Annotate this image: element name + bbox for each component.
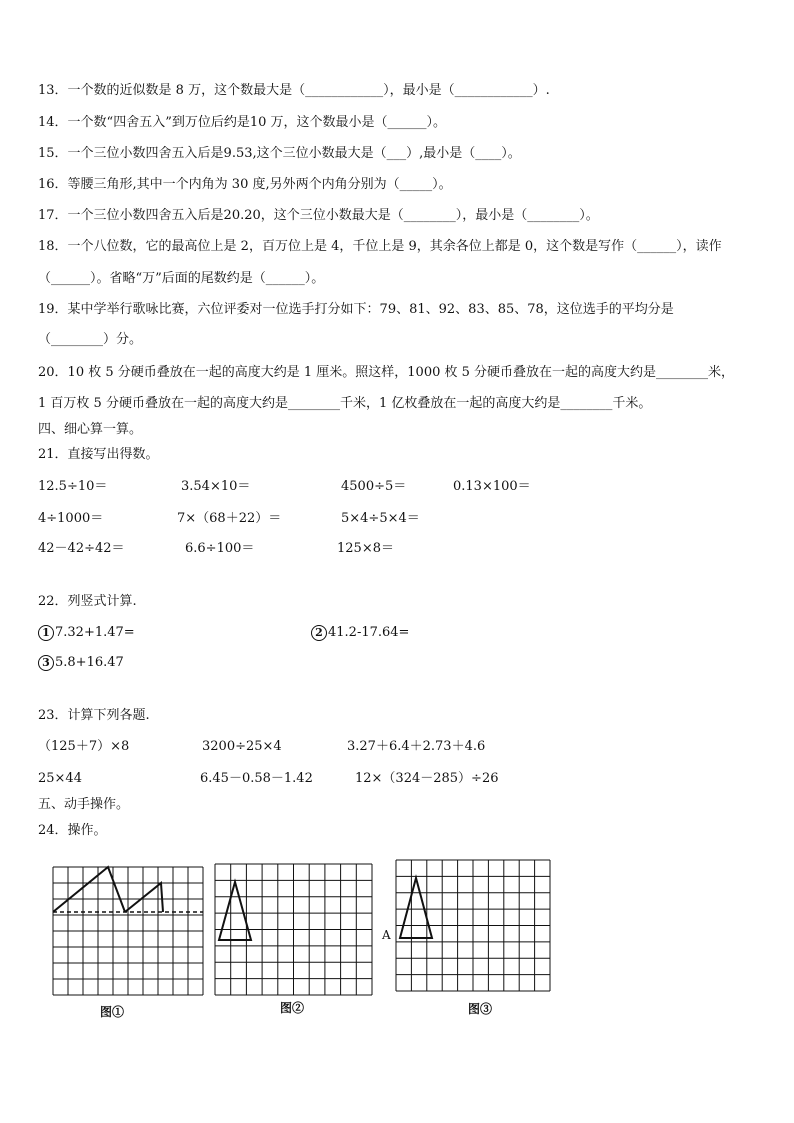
calc-21-2: 3.54×10＝ (181, 479, 251, 494)
circled-number-2: 2 (311, 625, 327, 641)
vertical-calc-3 (38, 654, 124, 672)
figure-3-grid (396, 860, 550, 991)
calc-23-3: 3.27＋6.4＋2.73＋4.6 (347, 739, 486, 754)
calc-21-8: 42－42÷42＝ (38, 541, 125, 556)
question-15: 15．一个三位小数四舍五入后是9.53,这个三位小数最大是（___）,最小是（____）。 (38, 146, 521, 161)
calc-21-9: 6.6÷100＝ (185, 541, 255, 556)
circled-number-3: 3 (38, 655, 54, 671)
question-22-title: 22．列竖式计算. (38, 594, 137, 609)
calc-21-1: 12.5÷10＝ (38, 479, 108, 494)
section-5-heading: 五、动手操作。 (38, 797, 130, 812)
question-20-line1: 20．10 枚 5 分硬币叠放在一起的高度大约是 1 厘米。照这样，1000 枚 5 分硬币叠放在一起的高度大约是________米， (38, 365, 735, 380)
calc-21-3: 4500÷5＝ (341, 479, 407, 494)
grid-lines (396, 860, 550, 991)
question-13: 13．一个数的近似数是 8 万，这个数最大是（____________），最小是（____________）. (38, 83, 550, 98)
figure-2-grid (215, 864, 372, 995)
question-23-title: 23．计算下列各题. (38, 708, 150, 723)
section-4-heading: 四、细心算一算。 (38, 422, 143, 437)
vertical-calc-1-text: 7.32+1.47= (55, 625, 135, 640)
grid-lines (215, 864, 372, 995)
calc-21-6: 7×（68＋22）＝ (177, 511, 282, 526)
triangle-shape-1 (53, 867, 125, 912)
calc-23-6: 12×（324－285）÷26 (355, 771, 499, 786)
vertical-calc-2-text: 41.2-17.64= (328, 625, 410, 640)
calc-21-7: 5×4÷5×4＝ (341, 511, 420, 526)
triangle-shape-2 (125, 883, 163, 912)
vertical-calc-3-text: 5.8+16.47 (55, 655, 124, 670)
vertical-calc-1 (38, 624, 135, 642)
question-14: 14．一个数“四舍五入”到万位后约是10 万，这个数最小是（______）。 (38, 115, 447, 130)
calc-21-4: 0.13×100＝ (453, 479, 531, 494)
vertical-calc-2 (311, 624, 409, 642)
calc-23-5: 6.45－0.58－1.42 (200, 771, 313, 786)
question-18-line2: （______）。省略“万”后面的尾数约是（______）。 (38, 271, 325, 286)
point-label-a: A (382, 928, 391, 942)
figure-1-caption: 图① (100, 1005, 125, 1019)
question-24-title: 24．操作。 (38, 823, 107, 838)
calc-21-10: 125×8＝ (337, 541, 394, 556)
figure-3-caption: 图③ (468, 1002, 493, 1016)
question-16: 16．等腰三角形,其中一个内角为 30 度,另外两个内角分别为（_____）。 (38, 177, 452, 192)
question-19-line1: 19．某中学举行歌咏比赛，六位评委对一位选手打分如下：79、81、92、83、85、78，这位选手的平均分是 (38, 302, 674, 317)
grid-lines (53, 867, 203, 995)
question-21-title: 21．直接写出得数。 (38, 447, 159, 462)
figure-1-grid (53, 867, 203, 995)
question-20-line2: 1 百万枚 5 分硬币叠放在一起的高度大约是________千米，1 亿枚叠放在一起的高度大约是________千米。 (38, 396, 652, 411)
calc-23-4: 25×44 (38, 771, 82, 786)
question-17: 17．一个三位小数四舍五入后是20.20，这个三位小数最大是（________），最小是（________）。 (38, 208, 599, 223)
circled-number-1: 1 (38, 625, 54, 641)
question-18-line1: 18．一个八位数，它的最高位上是 2，百万位上是 4，千位上是 9，其余各位上都是 0，这个数是写作（______），读作 (38, 239, 722, 254)
question-19-line2: （________）分。 (38, 332, 143, 347)
calc-23-1: （125＋7）×8 (38, 739, 130, 754)
calc-23-2: 3200÷25×4 (202, 739, 282, 754)
figure-2-caption: 图② (280, 1001, 305, 1015)
calc-21-5: 4÷1000＝ (38, 511, 104, 526)
